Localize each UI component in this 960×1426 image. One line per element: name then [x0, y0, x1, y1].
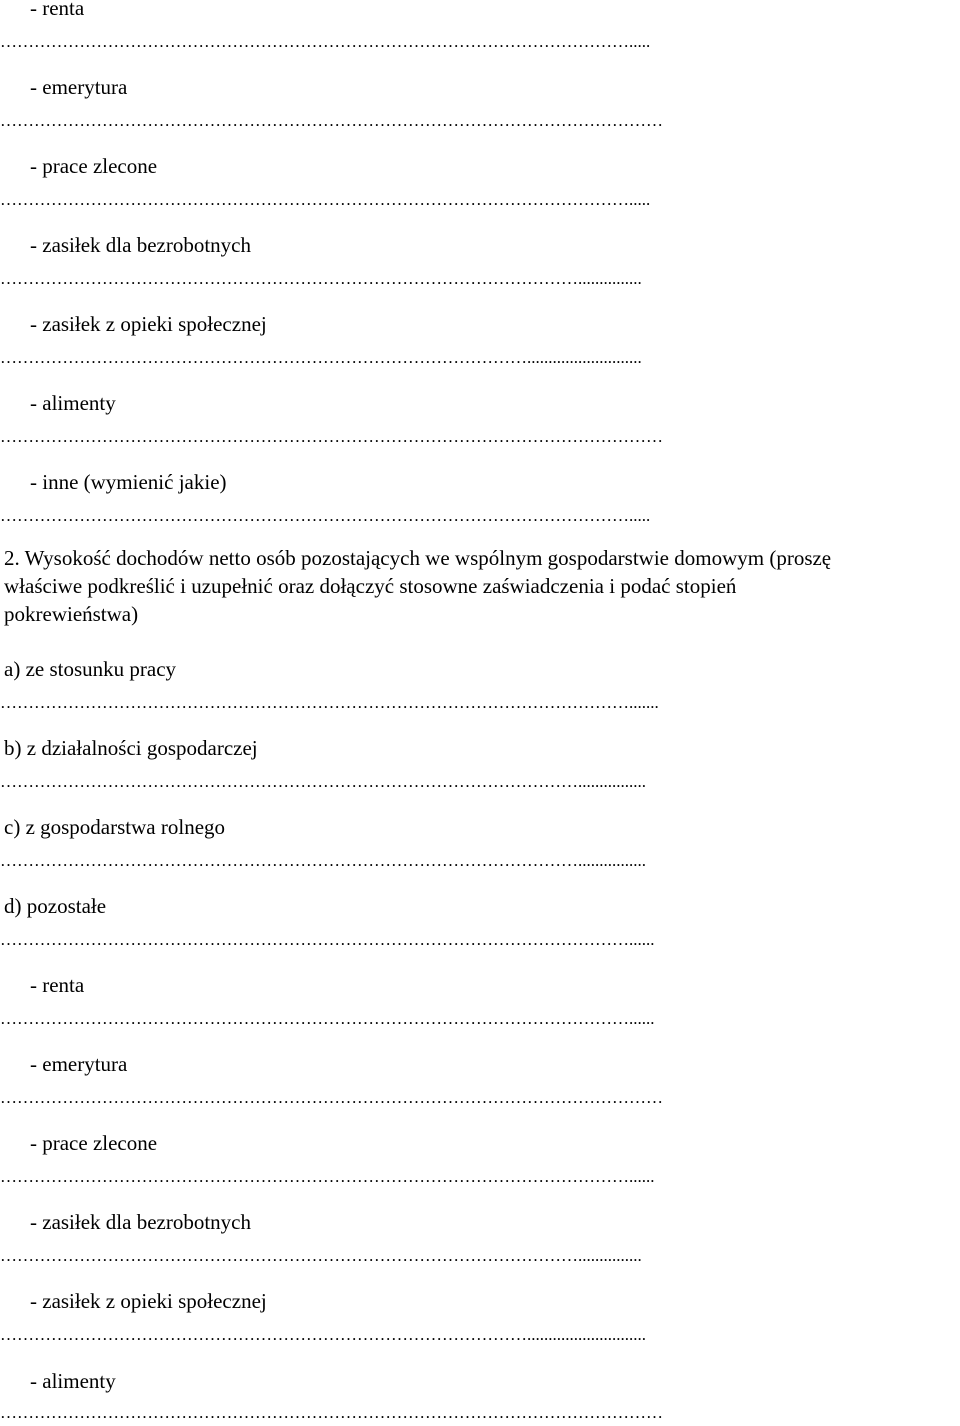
- income-source-other: d) pozostałe: [4, 894, 107, 918]
- dotted-fill-line: …………………………………………………………………………………………………......: [0, 1167, 655, 1186]
- income-source-farm: c) z gospodarstwa rolnego: [4, 815, 226, 839]
- dotted-fill-line: ………………………………………………………………………………………………….....: [0, 32, 651, 51]
- dotted-fill-line: ………………………………………………………………………………………………………: [0, 1403, 663, 1422]
- dotted-fill-line: …………………………………………………………………………………………...............: [0, 269, 642, 288]
- income-item-zasilek-bezrobotnych: - zasiłek dla bezrobotnych: [30, 1210, 251, 1234]
- dotted-fill-line: ………………………………………………………………………………………………….....: [0, 506, 651, 525]
- income-item-alimenty: - alimenty: [30, 1369, 116, 1393]
- income-item-zasilek-bezrobotnych: - zasiłek dla bezrobotnych: [30, 233, 251, 257]
- income-item-alimenty: - alimenty: [30, 391, 116, 415]
- income-item-inne: - inne (wymienić jakie): [30, 470, 227, 494]
- dotted-fill-line: ………………………………………………………………………………………………………: [0, 1088, 663, 1107]
- section-2-line-3: pokrewieństwa): [4, 602, 139, 626]
- dotted-fill-line: ………………………………………………………………………………………………………: [0, 427, 663, 446]
- income-item-zasilek-opieki: - zasiłek z opieki społecznej: [30, 1289, 267, 1313]
- dotted-fill-line: …………………………………………………………………………………............................: [0, 1325, 646, 1344]
- income-item-prace-zlecone: - prace zlecone: [30, 1131, 158, 1155]
- income-item-renta: - renta: [30, 0, 85, 20]
- dotted-fill-line: …………………………………………………………………………………………................: [0, 851, 646, 870]
- section-2-line-1: 2. Wysokość dochodów netto osób pozostających we wspólnym gospodarstwie domowym (proszę: [4, 546, 832, 570]
- income-source-employment: a) ze stosunku pracy: [4, 657, 177, 681]
- dotted-fill-line: …………………………………………………………………………………………………......: [0, 1009, 655, 1028]
- section-2-heading: [4, 544, 958, 628]
- dotted-fill-line: ………………………………………………………………………………………………….......: [0, 693, 659, 712]
- dotted-fill-line: …………………………………………………………………………………………...............: [0, 1246, 642, 1265]
- dotted-fill-line: …………………………………………………………………………………...........................: [0, 348, 642, 367]
- income-item-emerytura: - emerytura: [30, 1052, 128, 1076]
- income-item-prace-zlecone: - prace zlecone: [30, 154, 158, 178]
- dotted-fill-line: ………………………………………………………………………………………………………: [0, 111, 663, 130]
- income-source-business: b) z działalności gospodarczej: [4, 736, 258, 760]
- dotted-fill-line: ………………………………………………………………………………………………….....: [0, 190, 651, 209]
- dotted-fill-line: …………………………………………………………………………………………................: [0, 772, 646, 791]
- section-2-line-2: właściwe podkreślić i uzupełnić oraz dołączyć stosowne zaświadczenia i podać stopień: [4, 574, 737, 598]
- income-item-renta: - renta: [30, 973, 85, 997]
- income-item-zasilek-opieki: - zasiłek z opieki społecznej: [30, 312, 267, 336]
- dotted-fill-line: …………………………………………………………………………………………………......: [0, 930, 655, 949]
- income-item-emerytura: - emerytura: [30, 75, 128, 99]
